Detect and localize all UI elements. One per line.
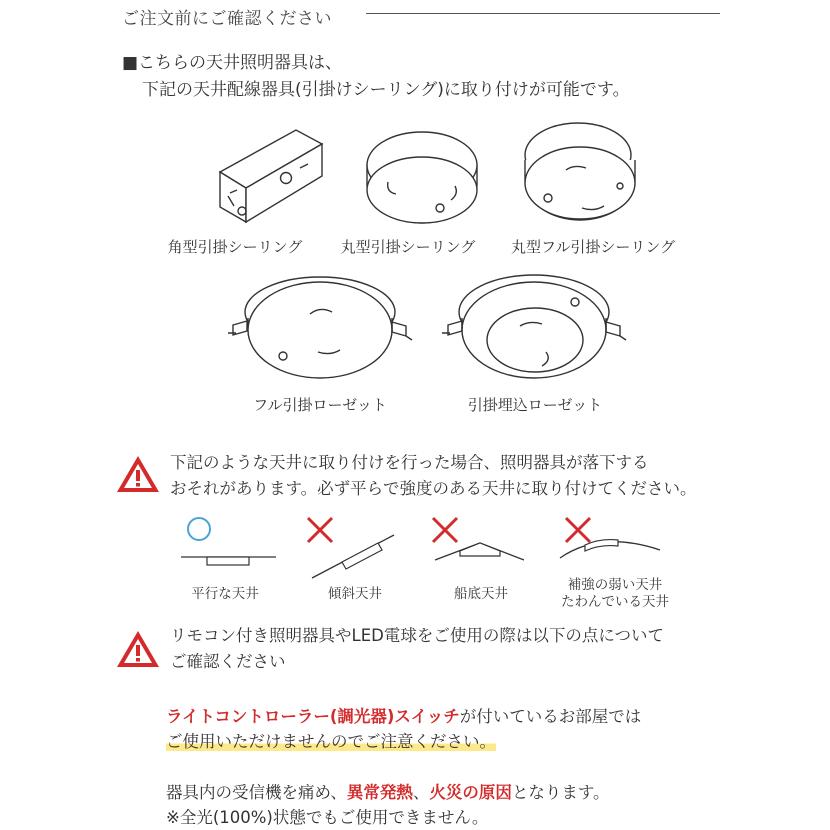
warning-icon [114,453,162,495]
ceiling-label-weak-sagging: 補強の弱い天井 たわんでいる天井 [561,577,669,610]
fixture-label-embedded-rosette: 引掛埋込ローゼット [467,396,603,414]
warning-2-line-2: ご確認ください [170,652,286,671]
square-ceiling-hook-icon [220,130,322,222]
receiver-damage-notice [166,780,610,830]
intro-line-1: ■こちらの天井照明器具は、 [122,53,343,73]
detail-mid: 、 [412,783,430,802]
full-hook-rosette-icon [228,277,412,378]
round-full-ceiling-hook-icon [525,123,635,220]
full-brightness-note: ※全光(100%)状態でもご使用できません。 [166,808,489,827]
ok-mark-icon [188,518,210,540]
ng-mark-icon [308,518,332,542]
detail-post: となります。 [511,783,610,802]
ceiling-diagrams [0,508,830,580]
abnormal-heat-warning: 異常発熱 [346,783,413,802]
intro-line-2: 下記の天井配線器具(引掛けシーリング)に取り付けが可能です。 [142,80,630,100]
warning-1-text [170,450,697,502]
ceiling-label-boat-bottom: 船底天井 [454,586,508,602]
section-title: ご注文前にご確認ください [122,9,332,29]
dimmer-notice-line-2 [166,729,641,754]
receiver-damage-line-1 [166,780,610,805]
warning-icon-2 [114,628,162,670]
warning-2-line-1: リモコン付き照明器具やLED電球をご使用の際は以下の点について [170,626,664,645]
parallel-ceiling-diagram [181,518,276,565]
ng-mark-icon [433,518,457,542]
warning-1-line-1: 下記のような天井に取り付けを行った場合、照明器具が落下する [170,453,649,472]
sagging-ceiling-diagram [560,518,660,558]
boat-bottom-ceiling-diagram [433,518,524,560]
ceiling-label-sloped: 傾斜天井 [328,586,382,602]
fire-cause-warning: 火災の原因 [429,783,512,802]
fixture-label-round: 丸型引掛シーリング [340,238,476,256]
fixture-label-round-full: 丸型フル引掛シーリング [510,238,676,256]
ceiling-label-parallel: 平行な天井 [191,586,259,602]
dimmer-notice [166,704,641,754]
round-ceiling-hook-icon [367,132,477,223]
detail-pre: 器具内の受信機を痛め、 [166,783,347,802]
fixture-label-full-rosette: フル引掛ローゼット [253,396,387,414]
dimmer-notice-highlight: ご使用いただけませんのでご注意ください。 [166,732,496,751]
embedded-hook-rosette-icon [442,275,626,378]
dimmer-notice-line-1 [166,704,641,729]
warning-1-line-2: おそれがあります。必ず平らで強度のある天井に取り付けてください。 [170,479,697,498]
ng-mark-icon [566,518,590,542]
warning-2-text [170,623,664,675]
dimmer-switch-warning: ライトコントローラー(調光器)スイッチ [166,707,460,726]
dimmer-notice-text: が付いているお部屋では [459,707,642,726]
fixture-label-square: 角型引掛シーリング [167,238,303,256]
sloped-ceiling-diagram [308,518,394,578]
